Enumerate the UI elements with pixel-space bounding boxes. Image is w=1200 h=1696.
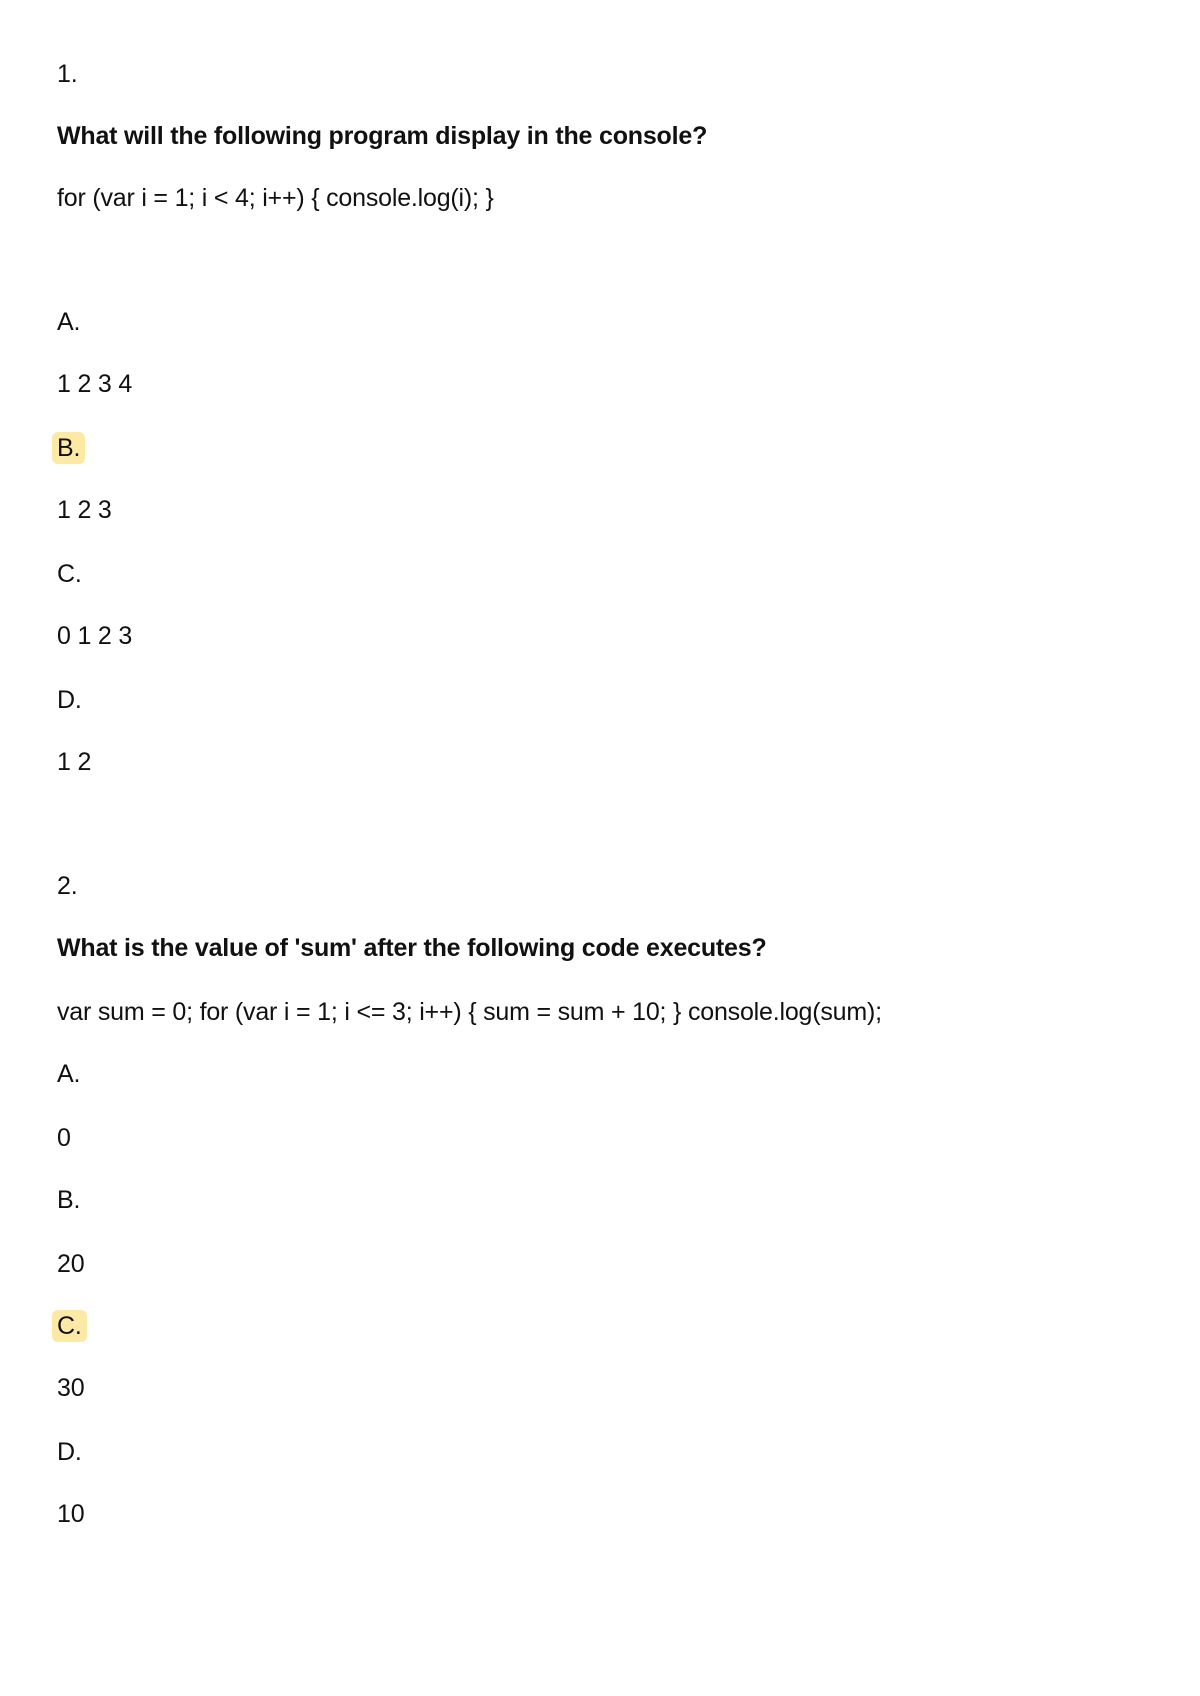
question-2-option-c	[57, 1310, 87, 1342]
question-1-prompt: What will the following program display in the console?	[57, 122, 708, 150]
question-1-option-c-letter: C.	[57, 560, 82, 588]
question-2-option-d-letter: D.	[57, 1438, 82, 1466]
question-2-option-b-letter: B.	[57, 1186, 81, 1214]
question-1-option-b	[57, 432, 85, 464]
question-1-code: for (var i = 1; i < 4; i++) { console.log(i); }	[57, 184, 494, 212]
highlight-mark: C.	[52, 1310, 87, 1342]
question-2-number: 2.	[57, 872, 78, 900]
question-1-option-d-letter: D.	[57, 686, 82, 714]
question-2-prompt: What is the value of 'sum' after the following code executes?	[57, 934, 767, 962]
highlight-mark: B.	[52, 432, 85, 464]
question-2-option-a-text: 0	[57, 1124, 71, 1152]
question-1-option-b-text: 1 2 3	[57, 496, 112, 524]
question-2-option-c-text: 30	[57, 1374, 85, 1402]
question-2-option-d-text: 10	[57, 1500, 85, 1528]
question-1-number: 1.	[57, 60, 78, 88]
question-2-code: var sum = 0; for (var i = 1; i <= 3; i++) { sum = sum + 10; } console.log(sum);	[57, 998, 882, 1026]
question-1-option-d-text: 1 2	[57, 748, 92, 776]
question-1-option-a-text: 1 2 3 4	[57, 370, 133, 398]
question-2-option-b-text: 20	[57, 1250, 85, 1278]
question-1-option-c-text: 0 1 2 3	[57, 622, 133, 650]
question-2-option-a-letter: A.	[57, 1060, 81, 1088]
question-1-option-a-letter: A.	[57, 308, 81, 336]
